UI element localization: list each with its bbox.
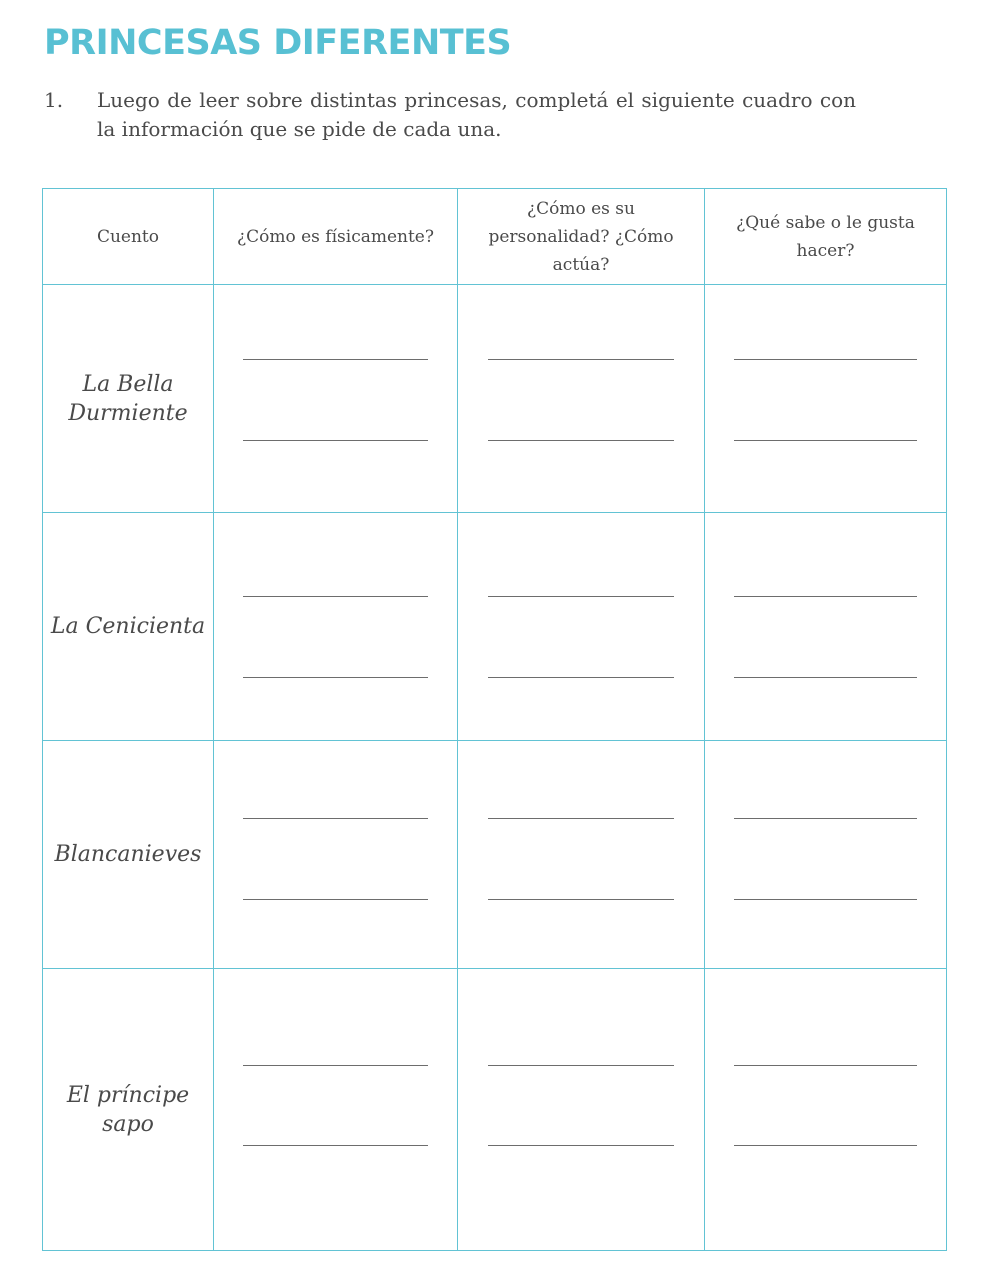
page-title: PRINCESAS DIFERENTES	[44, 23, 512, 63]
instruction	[44, 86, 856, 144]
answer-line	[734, 818, 917, 819]
answer-line	[734, 1065, 917, 1066]
answer-line	[243, 1145, 428, 1146]
header-fisico: ¿Cómo es físicamente?	[214, 189, 458, 285]
answer-line	[243, 677, 428, 678]
answer-line	[488, 677, 675, 678]
table-row	[43, 969, 947, 1251]
answer-line	[488, 440, 675, 441]
answer-line	[243, 899, 428, 900]
header-cuento: Cuento	[43, 189, 214, 285]
table-row	[43, 741, 947, 969]
header-row	[43, 189, 947, 285]
answer-line	[734, 359, 917, 360]
answer-cell-fisico[interactable]	[214, 285, 458, 513]
answer-line	[734, 1145, 917, 1146]
story-label: La Bella Durmiente	[43, 285, 214, 513]
worksheet-table	[42, 188, 947, 1251]
answer-line	[488, 359, 675, 360]
answer-cell-gustos[interactable]	[705, 285, 947, 513]
answer-cell-personalidad[interactable]	[458, 969, 705, 1251]
answer-cell-gustos[interactable]	[705, 741, 947, 969]
story-label: Blancanieves	[43, 741, 214, 969]
story-label: La Cenicienta	[43, 513, 214, 741]
answer-line	[734, 899, 917, 900]
instruction-number: 1.	[44, 88, 64, 112]
answer-line	[734, 440, 917, 441]
answer-line	[243, 1065, 428, 1066]
header-personalidad: ¿Cómo es su personalidad? ¿Cómo actúa?	[458, 189, 705, 285]
answer-line	[488, 1065, 675, 1066]
answer-cell-personalidad[interactable]	[458, 741, 705, 969]
story-label: El príncipe sapo	[43, 969, 214, 1251]
instruction-text: Luego de leer sobre distintas princesas, completá el siguiente cuadro con la información que se pide de cada una.	[97, 88, 856, 141]
answer-line	[734, 596, 917, 597]
answer-cell-personalidad[interactable]	[458, 285, 705, 513]
answer-line	[488, 596, 675, 597]
header-gustos: ¿Qué sabe o le gusta hacer?	[705, 189, 947, 285]
answer-cell-fisico[interactable]	[214, 969, 458, 1251]
answer-line	[243, 359, 428, 360]
answer-line	[734, 677, 917, 678]
answer-line	[243, 440, 428, 441]
answer-cell-gustos[interactable]	[705, 969, 947, 1251]
answer-cell-fisico[interactable]	[214, 513, 458, 741]
answer-line	[488, 818, 675, 819]
table-row	[43, 513, 947, 741]
answer-cell-personalidad[interactable]	[458, 513, 705, 741]
table-row	[43, 285, 947, 513]
answer-line	[243, 818, 428, 819]
answer-line	[243, 596, 428, 597]
answer-cell-gustos[interactable]	[705, 513, 947, 741]
answer-cell-fisico[interactable]	[214, 741, 458, 969]
answer-line	[488, 899, 675, 900]
answer-line	[488, 1145, 675, 1146]
